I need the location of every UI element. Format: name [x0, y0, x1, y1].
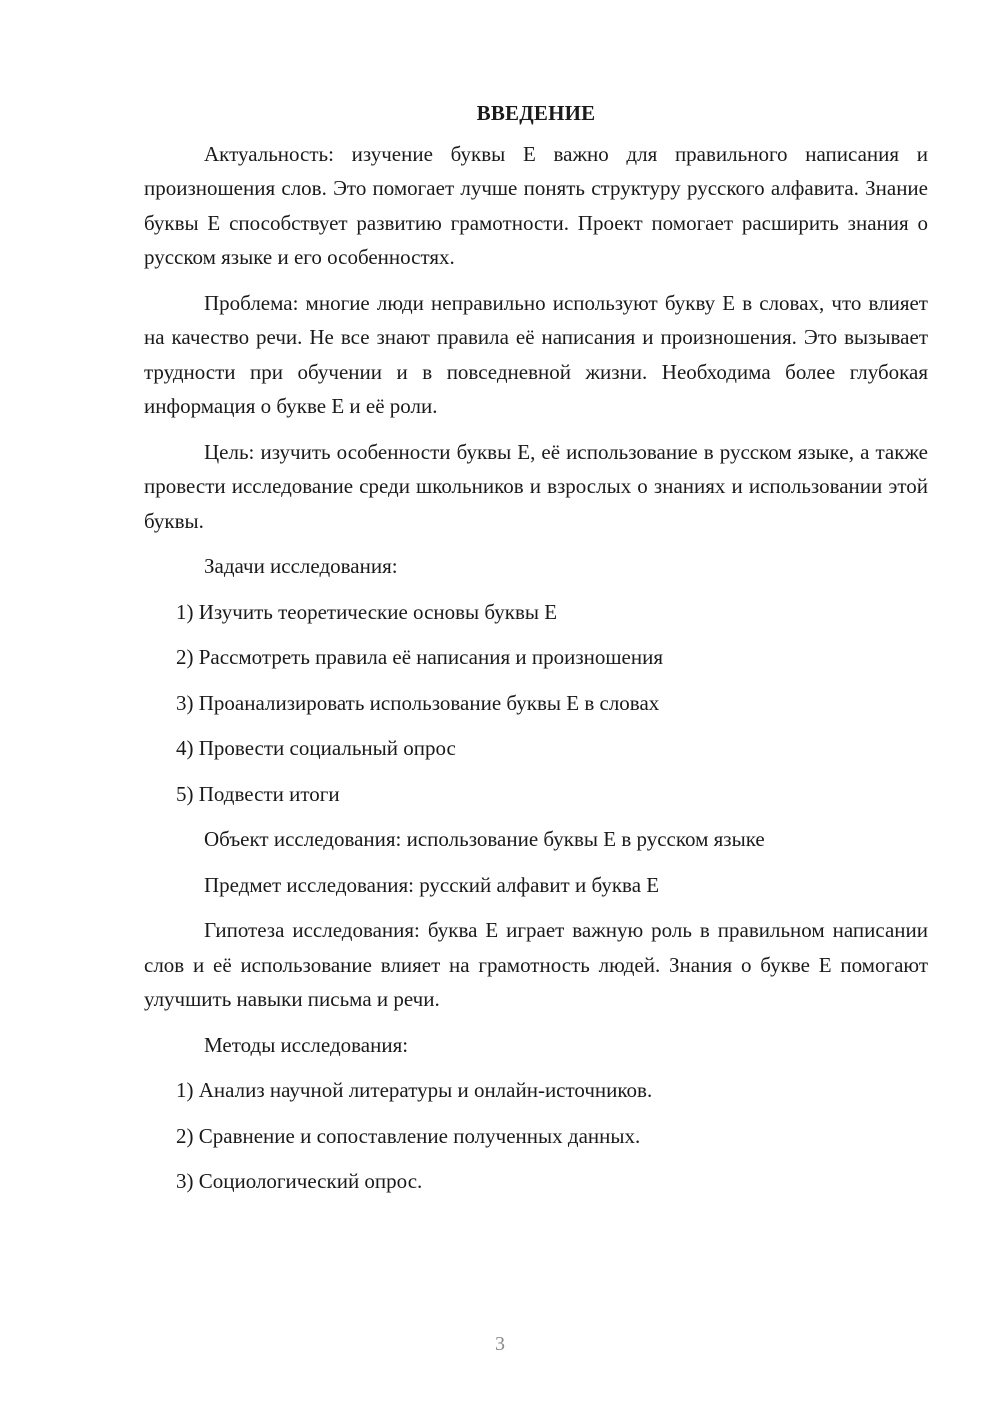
subject-line: Предмет исследования: русский алфавит и буква Е	[204, 872, 660, 897]
methods-heading: Методы исследования:	[204, 1032, 409, 1057]
task-item: 2) Рассмотреть правила её написания и произношения	[176, 645, 663, 669]
object-line: Объект исследования: использование буквы Е в русском языке	[204, 827, 765, 851]
goal-paragraph: Цель: изучить особенности буквы Е, её использование в русском языке, а также провести исследование среди школьников и взрослых о знаниях и использовании этой буквы.	[144, 439, 928, 533]
method-item: 2) Сравнение и сопоставление полученных данных.	[176, 1123, 641, 1148]
task-item: 5) Подвести итоги	[176, 781, 340, 806]
page-title: ВВЕДЕНИЕ	[476, 101, 596, 125]
method-item: 3) Социологический опрос.	[176, 1169, 423, 1193]
task-item: 1) Изучить теоретические основы буквы Е	[176, 599, 558, 624]
document-page	[144, 96, 928, 1210]
task-item: 3) Проанализировать использование буквы Е в словах	[176, 690, 660, 715]
task-item: 4) Провести социальный опрос	[176, 736, 456, 760]
page-number: 3	[495, 1333, 505, 1355]
problem-paragraph: Проблема: многие люди неправильно используют букву Е в словах, что влияет на качество речи. Не все знают правила её написания и произношения. Это вызывает трудности при обучении и в повседневной жизни. Необходима более глубокая информация о букве Е и её роли.	[144, 290, 928, 418]
method-item: 1) Анализ научной литературы и онлайн-источников.	[176, 1078, 653, 1102]
hypothesis-paragraph: Гипотеза исследования: буква Е играет важную роль в правильном написании слов и её использование влияет на грамотность людей. Знания о букве Е помогают улучшить навыки письма и речи.	[144, 918, 928, 1011]
tasks-heading: Задачи исследования:	[204, 554, 398, 578]
relevance-paragraph: Актуальность: изучение буквы Е важно для правильного написания и произношения слов. Это помогает лучше понять структуру русского алфавита. Знание буквы Е способствует развитию грамотности. Проект помогает расширить знания о русском языке и его особенностях.	[144, 141, 928, 269]
